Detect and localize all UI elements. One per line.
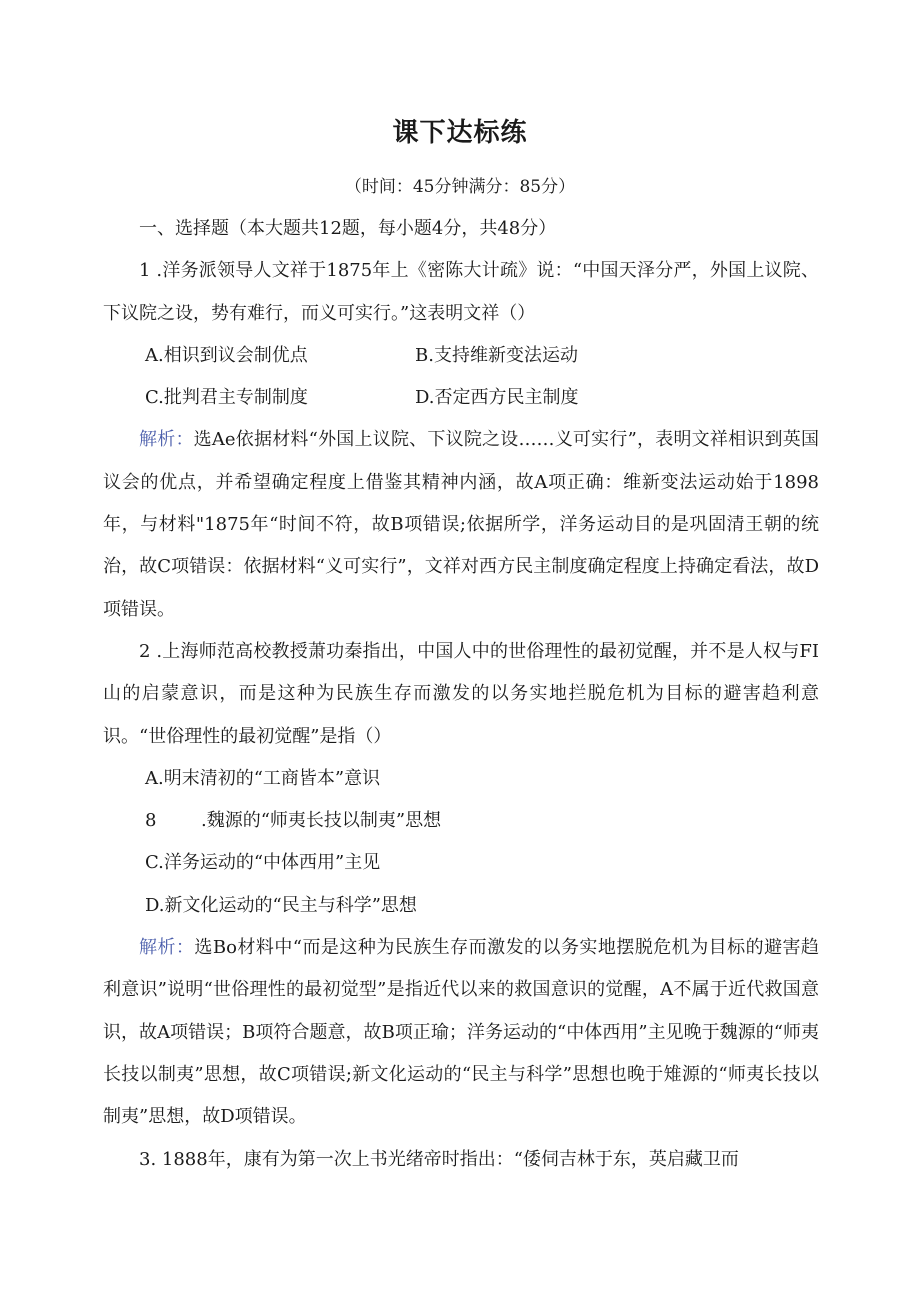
question-1-options-row-1 <box>103 335 819 377</box>
document-body <box>103 208 819 1181</box>
q2-option-b <box>103 800 819 842</box>
q2-option-b-text: .魏源的“师夷长技以制夷”思想 <box>201 810 442 832</box>
q1-option-d: D.否定西方民主制度 <box>415 387 579 409</box>
q1-option-a: A.相识到议会制优点 <box>145 344 308 366</box>
question-1-analysis <box>103 419 819 630</box>
q2-option-d: D.新文化运动的“民主与科学”思想 <box>145 894 417 916</box>
q2-option-c: C.洋务运动的“中体西用”主见 <box>145 852 381 874</box>
section-heading: 一、选择题（本大题共12题，每小题4分，共48分） <box>139 218 557 239</box>
question-2-analysis <box>103 927 819 1138</box>
q1-option-c: C.批判君主专制制度 <box>145 387 308 409</box>
q2-option-a: A.明末清初的“工商皆本”意识 <box>145 767 381 789</box>
question-1-options-row-2 <box>103 377 819 419</box>
analysis-label: 解析： <box>139 429 194 451</box>
q1-option-b: B.支持维新变法运动 <box>415 344 578 366</box>
analysis-label: 解析： <box>139 937 195 959</box>
q2-analysis-text: 选Bo材料中“而是这种为民族生存而激发的以务实地摆脱危机为目标的避害趋利意识”说明“世俗理性的最初觉型”是指近代以来的救国意识的觉醒，A不属于近代救国意识，故A项错误；B项符合题意，故B项正瑜；洋务运动的“中体西用”主见晚于魏源的“师夷长技以制夷”思想，故C项错误;新文化运动的“民主与科学”思想也晚于雉源的“师夷长技以制夷”思想，故D项错误。 <box>103 937 820 1128</box>
q1-analysis-text: 选Ae依据材料“外国上议院、下议院之设……义可实行”，表明文祥相识到英国议会的优点，并希望确定程度上借鉴其精神内涵，故A项正确：维新变法运动始于1898年，与材料"1875年“时间不符，故B项错误;依据所学，洋务运动目的是巩固清王朝的统治，故C项错误：依据材料“义可实行”，文祥对西方民主制度确定程度上持确定看法，故D项错误。 <box>103 429 820 620</box>
q2-option-b-number: 8 <box>145 810 157 832</box>
time-score-note: （时间：45分钟满分：85分） <box>344 177 576 197</box>
page-title: 课下达标练 <box>392 118 528 148</box>
question-1-stem: 1 .洋务派领导人文祥于1875年上《密陈大计疏》说：“中国天泽分严，外国上议院、下议院之设，势有难行，而义可实行。”这表明文祥（） <box>103 260 819 324</box>
question-2-stem: 2 .上海师范高校教授萧功秦指出，中国人中的世俗理性的最初觉醒，并不是人权与FI山的启蒙意识，而是这种为民族生存而激发的以务实地拦脱危机为目标的避害趋利意识。“世俗理性的最初觉醒”是指（） <box>103 640 819 747</box>
question-3-stem: 3. 1888年，康有为第一次上书光绪帝时指出：“倭伺吉林于东，英启藏卫而 <box>139 1148 739 1170</box>
